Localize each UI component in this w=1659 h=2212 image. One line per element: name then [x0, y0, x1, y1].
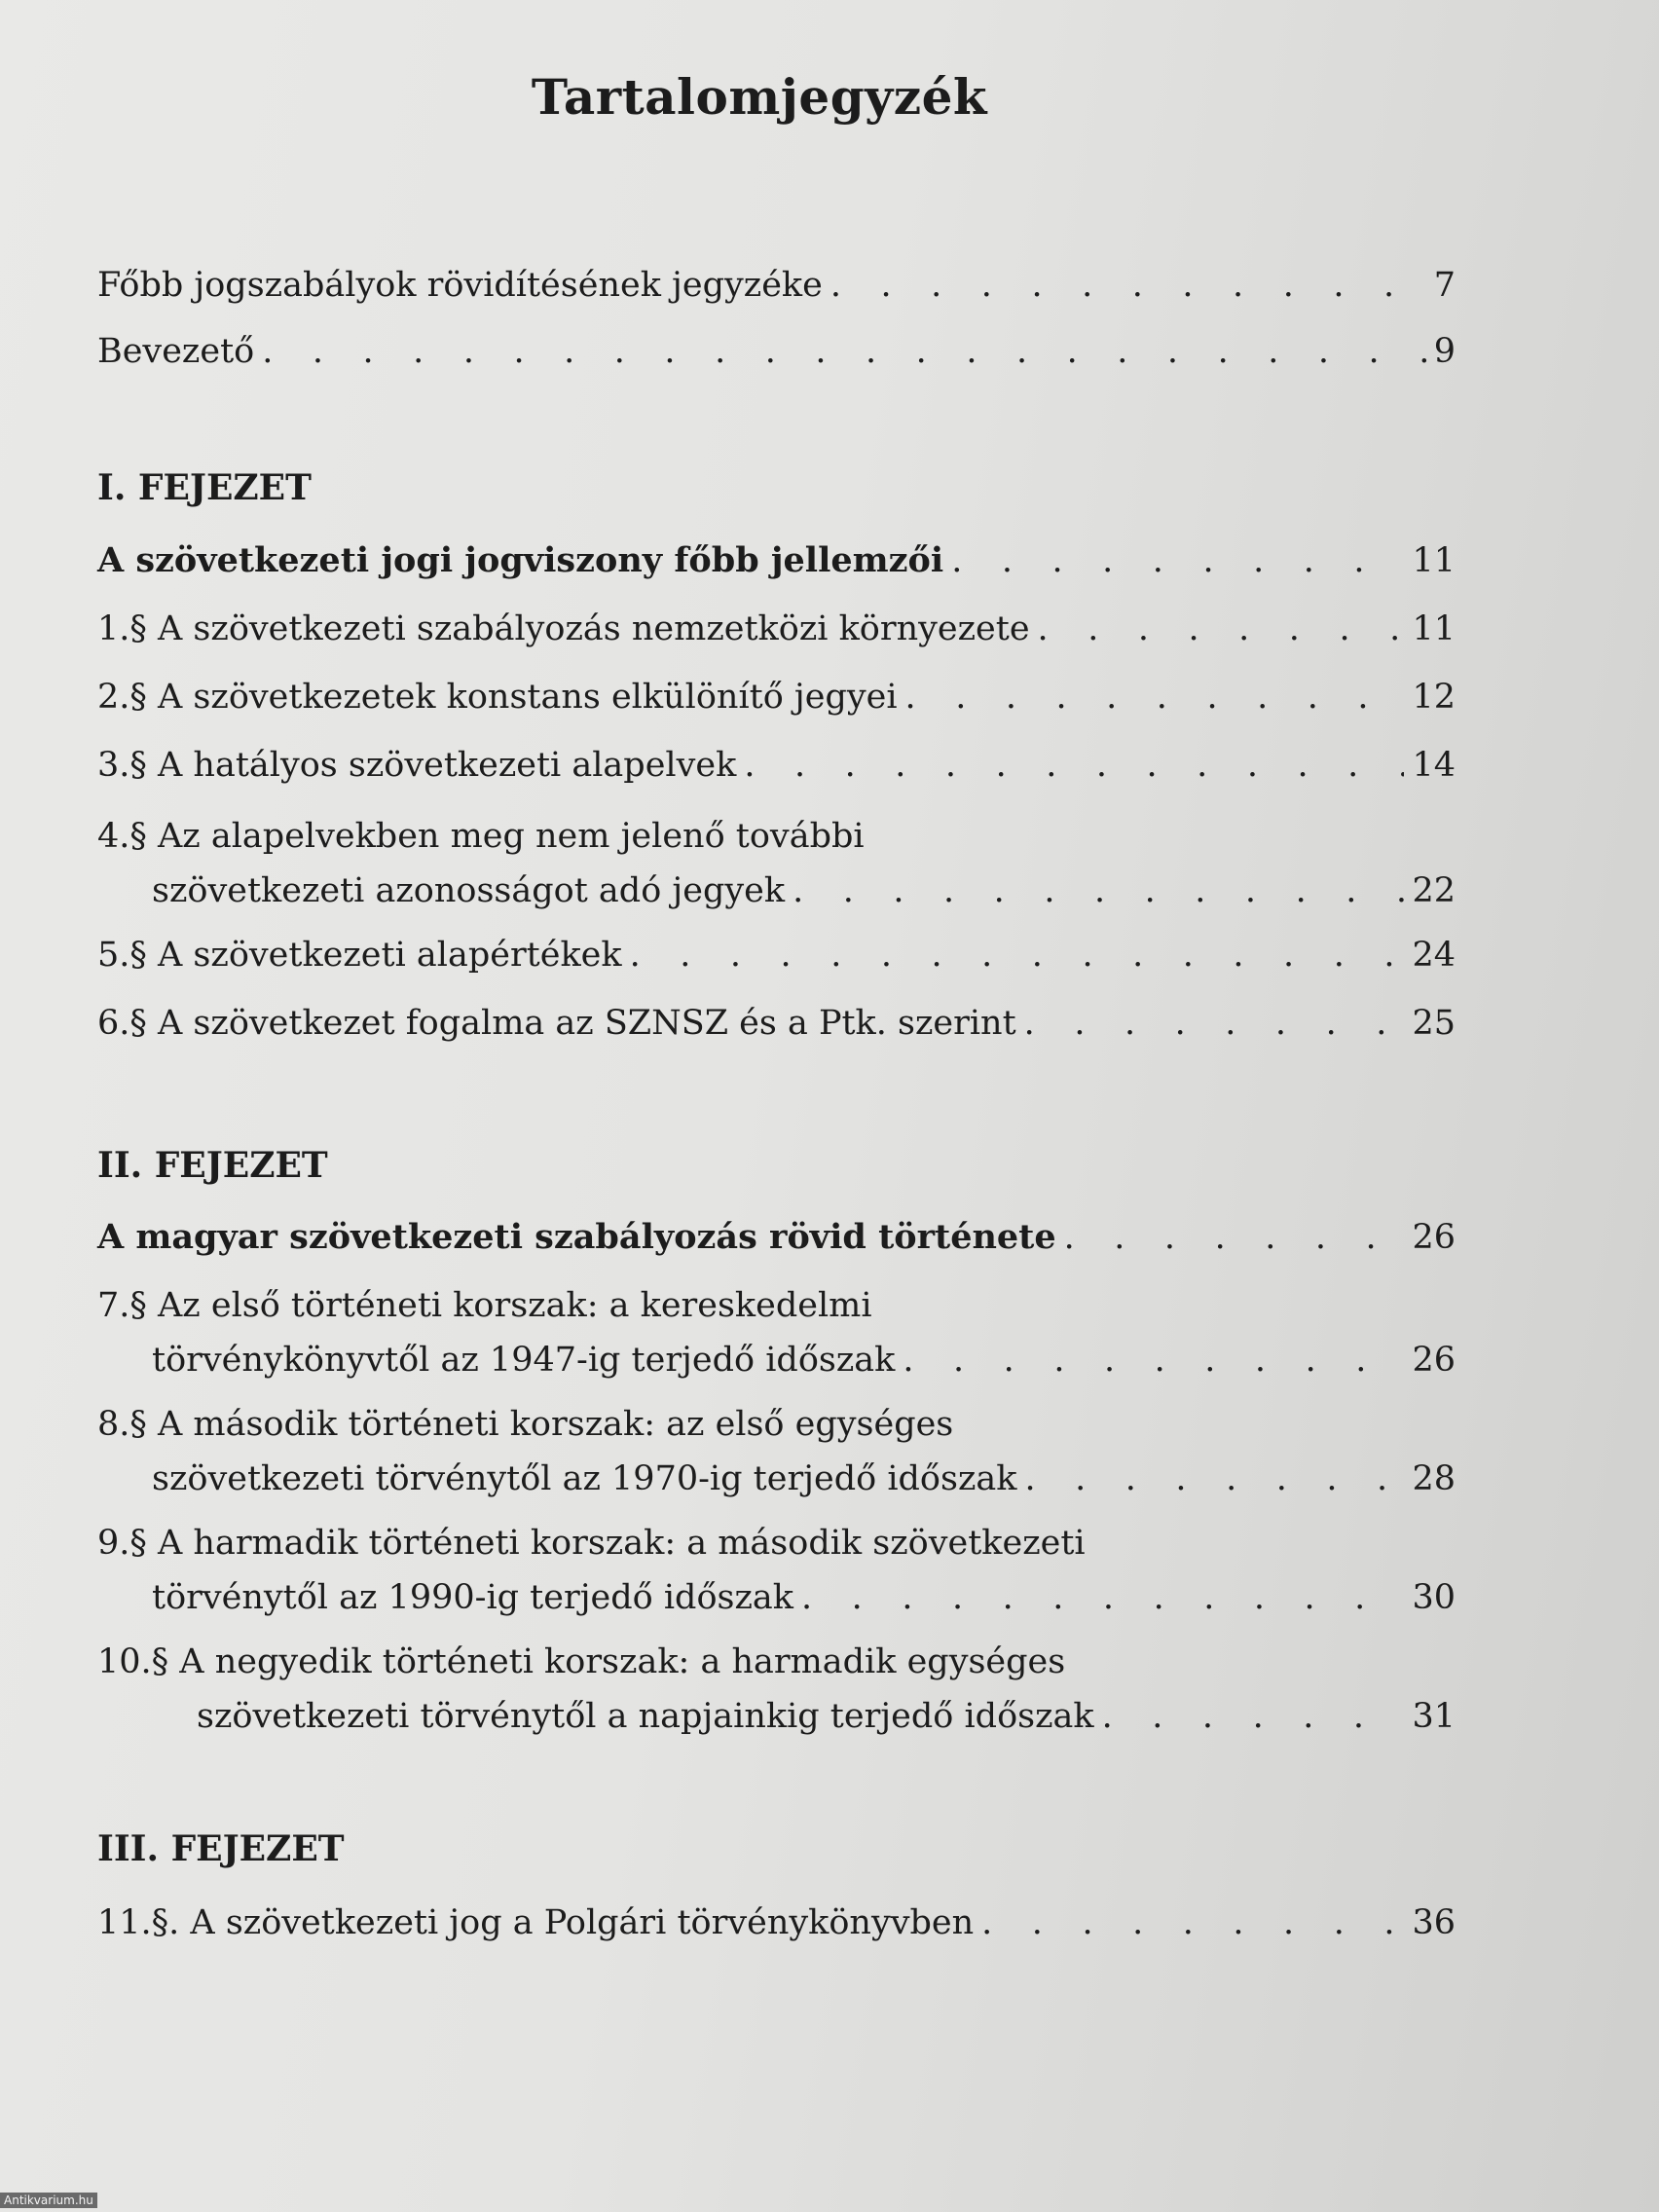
toc-entry-abbreviations	[97, 255, 1456, 315]
toc-entry-text: 10.§ A negyedik történeti korszak: a harmadik egységes	[97, 1642, 1066, 1681]
toc-page-number: 31	[1412, 1697, 1456, 1736]
leader-dots	[951, 531, 1404, 591]
leader-dots	[801, 1567, 1404, 1628]
toc-chapter-title-2	[97, 1207, 1456, 1268]
toc-chapter-title-1	[97, 531, 1456, 591]
toc-entry-text: 2.§ A szövetkezetek konstans elkülönítő jegyei	[97, 678, 898, 717]
page-title: Tartalomjegyzék	[531, 68, 988, 126]
toc-entry-section-2	[97, 667, 1456, 727]
toc-page-number: 28	[1412, 1459, 1456, 1498]
toc-entry-text: A szövetkezeti jogi jogviszony főbb jellemzői	[97, 540, 944, 580]
chapter-heading-3: III. FEJEZET	[97, 1828, 345, 1869]
table-of-contents	[97, 0, 1456, 2212]
toc-entry-text: 1.§ A szövetkezeti szabályozás nemzetközi környezete	[97, 609, 1030, 648]
toc-entry-text: Bevezető	[97, 332, 255, 371]
toc-page-number: 7	[1433, 266, 1456, 305]
leader-dots	[1102, 1686, 1405, 1747]
toc-page-number: 11	[1412, 609, 1456, 648]
chapter-heading-1: I. FEJEZET	[97, 467, 312, 508]
chapter-heading-2: II. FEJEZET	[97, 1145, 328, 1186]
toc-entry-text: 6.§ A szövetkezet fogalma az SZNSZ és a Ptk. szerint	[97, 1004, 1016, 1043]
toc-page-number: 11	[1412, 541, 1456, 580]
leader-dots	[262, 321, 1426, 382]
toc-page-number: 12	[1412, 678, 1456, 717]
toc-page-number: 9	[1433, 332, 1456, 371]
toc-page-number: 30	[1412, 1578, 1456, 1617]
toc-entry-section-8	[97, 1394, 1456, 1509]
toc-page-number: 14	[1412, 746, 1456, 785]
leader-dots	[1024, 1449, 1404, 1509]
toc-entry-text: 7.§ Az első történeti korszak: a kereskedelmi	[97, 1286, 872, 1325]
leader-dots	[905, 667, 1405, 727]
leader-dots	[744, 735, 1404, 795]
toc-entry-section-6	[97, 993, 1456, 1053]
toc-entry-text: 4.§ Az alapelvekben meg nem jelenő további	[97, 817, 865, 856]
leader-dots	[981, 1893, 1404, 1953]
toc-entry-section-5	[97, 925, 1456, 985]
leader-dots	[1024, 993, 1405, 1053]
toc-entry-section-9	[97, 1513, 1456, 1628]
toc-entry-text-continued: törvénykönyvtől az 1947-ig terjedő időszak	[152, 1341, 896, 1380]
toc-page-number: 26	[1412, 1218, 1456, 1257]
leader-dots	[830, 255, 1426, 315]
toc-entry-section-11	[97, 1893, 1456, 1953]
toc-entry-text-continued: szövetkezeti azonosságot adó jegyek	[152, 871, 786, 910]
toc-entry-section-1	[97, 599, 1456, 659]
toc-entry-text: A magyar szövetkezeti szabályozás rövid története	[97, 1217, 1056, 1257]
toc-entry-text: 5.§ A szövetkezeti alapértékek	[97, 936, 622, 975]
leader-dots	[1064, 1207, 1405, 1268]
toc-entry-text: 8.§ A második történeti korszak: az első egységes	[97, 1405, 954, 1444]
toc-entry-text: Főbb jogszabályok rövidítésének jegyzéke	[97, 266, 823, 305]
leader-dots	[630, 925, 1405, 985]
toc-page-number: 36	[1412, 1903, 1456, 1942]
toc-entry-introduction	[97, 321, 1456, 382]
toc-page-number: 25	[1412, 1004, 1456, 1043]
watermark-logo: Antikvarium.hu	[0, 2193, 97, 2208]
leader-dots	[1038, 599, 1405, 659]
toc-page-number: 22	[1412, 871, 1456, 910]
toc-entry-text: 3.§ A hatályos szövetkezeti alapelvek	[97, 746, 737, 785]
toc-entry-text-continued: szövetkezeti törvénytől az 1970-ig terjedő időszak	[152, 1459, 1017, 1498]
toc-entry-text: 11.§. A szövetkezeti jog a Polgári törvénykönyvben	[97, 1903, 975, 1942]
toc-page-number: 26	[1412, 1341, 1456, 1380]
leader-dots	[903, 1330, 1404, 1390]
leader-dots	[793, 861, 1404, 921]
toc-page-number: 24	[1412, 936, 1456, 975]
toc-entry-text: 9.§ A harmadik történeti korszak: a második szövetkezeti	[97, 1524, 1086, 1563]
toc-entry-section-3	[97, 735, 1456, 795]
toc-entry-section-7	[97, 1275, 1456, 1390]
toc-entry-section-10	[97, 1632, 1456, 1747]
toc-entry-section-4	[97, 806, 1456, 921]
toc-entry-text-continued: törvénytől az 1990-ig terjedő időszak	[152, 1578, 794, 1617]
toc-entry-text-continued: szövetkezeti törvénytől a napjainkig terjedő időszak	[197, 1697, 1094, 1736]
